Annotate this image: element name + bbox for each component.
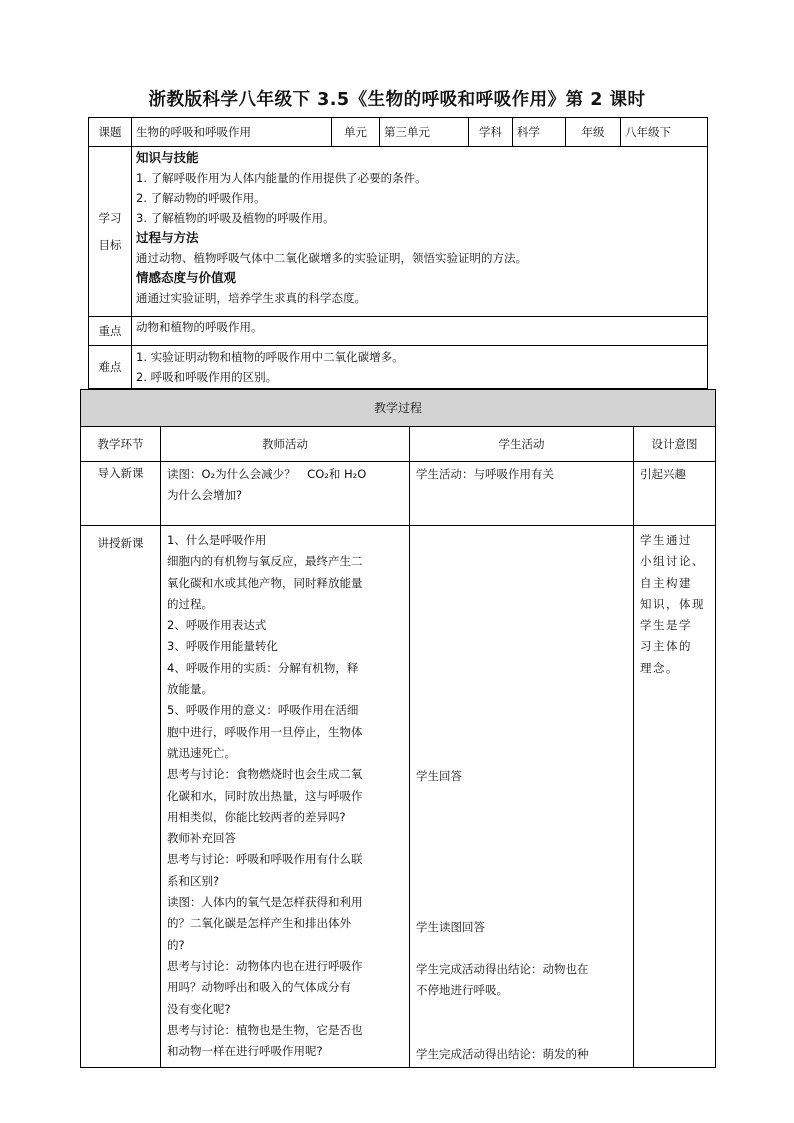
attitude-text: 通通过实验证明，培养学生求真的科学态度。 <box>136 291 366 305</box>
lecture-purpose <box>634 526 716 1068</box>
attitude-heading: 情感态度与价值观 <box>136 270 237 285</box>
student-read-answer: 学生读图回答 <box>416 920 485 934</box>
grade-value: 八年级下 <box>621 118 708 147</box>
lecture-teacher-line: 用相类似，你能比较两者的差异吗? <box>167 809 346 824</box>
student-answer: 学生回答 <box>416 769 462 783</box>
purpose-line: 学生是学 <box>640 618 692 633</box>
column-student: 学生活动 <box>410 427 634 462</box>
intro-teacher-line-2: 为什么会增加? <box>167 488 243 503</box>
unit-value: 第三单元 <box>380 118 469 147</box>
student-animal-conclusion-1: 学生完成活动得出结论：动物也在 <box>416 962 589 976</box>
lecture-teacher-line: 2、呼吸作用表达式 <box>167 618 267 633</box>
subject-label: 学科 <box>469 118 513 147</box>
knowledge-heading: 知识与技能 <box>136 150 199 165</box>
process-heading: 过程与方法 <box>136 230 199 245</box>
difficulty-label: 难点 <box>89 346 132 389</box>
lecture-teacher-line: 读图：人体内的氧气是怎样获得和利用 <box>167 895 363 910</box>
topic-value: 生物的呼吸和呼吸作用 <box>132 118 332 147</box>
unit-label: 单元 <box>332 118 380 147</box>
lecture-teacher-line: 4、呼吸作用的实质：分解有机物，释 <box>167 660 359 675</box>
lecture-teacher-line: 3、呼吸作用能量转化 <box>167 639 278 654</box>
intro-stage: 导入新课 <box>81 462 161 526</box>
intro-teacher <box>161 462 410 526</box>
lecture-teacher-line: 和动物一样在进行呼吸作用呢? <box>167 1044 323 1059</box>
lecture-student <box>410 526 634 1068</box>
lecture-teacher-line: 用吗？动物呼出和吸入的气体成分有 <box>167 980 351 995</box>
purpose-line: 小组讨论、 <box>640 554 705 569</box>
intro-teacher-line-1: 读图：O₂为什么会减少？ CO₂和 H₂O <box>167 467 367 481</box>
lecture-teacher-line: 思考与讨论：植物也是生物，它是否也 <box>167 1022 363 1037</box>
focus-label: 重点 <box>89 317 132 346</box>
grade-label: 年级 <box>566 118 621 147</box>
purpose-line: 理念。 <box>640 660 679 675</box>
lecture-teacher-line: 氧化碳和水或其他产物，同时释放能量 <box>167 575 363 590</box>
document-title: 浙教版科学八年级下 3.5《生物的呼吸和呼吸作用》第 2 课时 <box>148 90 646 110</box>
goals-label-line-2: 目标 <box>98 237 122 252</box>
lecture-teacher-line: 5、呼吸作用的意义：呼吸作用在活细 <box>167 703 359 718</box>
lecture-teacher-line: 的？二氧化碳是怎样产生和排出体外 <box>167 916 351 931</box>
student-animal-conclusion-2: 不停地进行呼吸。 <box>416 983 508 997</box>
difficulty-content <box>132 346 708 389</box>
lecture-teacher-line: 胞中进行，呼吸作用一旦停止，生物体 <box>167 724 363 739</box>
lecture-teacher-line: 的过程。 <box>167 596 213 611</box>
lecture-teacher-line: 1、什么是呼吸作用 <box>167 533 267 547</box>
goals-label <box>89 147 132 317</box>
purpose-line: 自主构建 <box>640 575 692 590</box>
lecture-teacher-line: 教师补充回答 <box>167 831 236 846</box>
intro-student: 学生活动：与呼吸作用有关 <box>410 462 634 526</box>
knowledge-item-2: 2. 了解动物的呼吸作用。 <box>136 191 266 205</box>
lesson-info-table <box>88 117 708 389</box>
column-teacher: 教师活动 <box>161 427 410 462</box>
lecture-stage: 讲授新课 <box>81 526 161 1068</box>
lecture-teacher-line: 思考与讨论：动物体内也在进行呼吸作 <box>167 958 363 973</box>
goals-label-line-1: 学习 <box>98 210 122 225</box>
column-stage: 教学环节 <box>81 427 161 462</box>
knowledge-item-1: 1. 了解呼吸作用为人体内能量的作用提供了必要的条件。 <box>136 171 427 185</box>
process-header: 教学过程 <box>81 390 716 427</box>
column-purpose: 设计意图 <box>634 427 716 462</box>
difficulty-item-2: 2. 呼吸和呼吸作用的区别。 <box>136 370 278 384</box>
lecture-teacher-line: 系和区别? <box>167 873 220 888</box>
lecture-teacher-line: 思考与讨论：食物燃烧时也会生成二氧 <box>167 767 363 782</box>
lecture-teacher-line: 化碳和水，同时放出热量，这与呼吸作 <box>167 788 363 803</box>
focus-value: 动物和植物的呼吸作用。 <box>132 317 708 346</box>
topic-label: 课题 <box>89 118 132 147</box>
process-text: 通过动物、植物呼吸气体中二氧化碳增多的实验证明，领悟实验证明的方法。 <box>136 251 527 265</box>
knowledge-item-3: 3. 了解植物的呼吸及植物的呼吸作用。 <box>136 211 335 225</box>
subject-value: 科学 <box>513 118 566 147</box>
lecture-teacher-line: 的? <box>167 937 185 952</box>
intro-purpose: 引起兴趣 <box>634 462 716 526</box>
purpose-line: 知识，体现 <box>640 596 705 611</box>
teaching-process-table <box>80 389 716 1068</box>
lecture-teacher-line: 就迅速死亡。 <box>167 745 236 760</box>
difficulty-item-1: 1. 实验证明动物和植物的呼吸作用中二氧化碳增多。 <box>136 350 404 364</box>
lecture-teacher-line: 没有变化呢? <box>167 1001 231 1016</box>
lecture-teacher-line: 放能量。 <box>167 682 213 697</box>
student-plant-conclusion: 学生完成活动得出结论：萌发的种 <box>416 1047 589 1061</box>
purpose-line: 学生通过 <box>640 533 692 547</box>
purpose-line: 习主体的 <box>640 639 692 654</box>
lecture-teacher-line: 细胞内的有机物与氧反应，最终产生二 <box>167 554 363 569</box>
lecture-teacher-line: 思考与讨论：呼吸和呼吸作用有什么联 <box>167 852 363 867</box>
goals-content <box>132 147 708 317</box>
lecture-teacher <box>161 526 410 1068</box>
